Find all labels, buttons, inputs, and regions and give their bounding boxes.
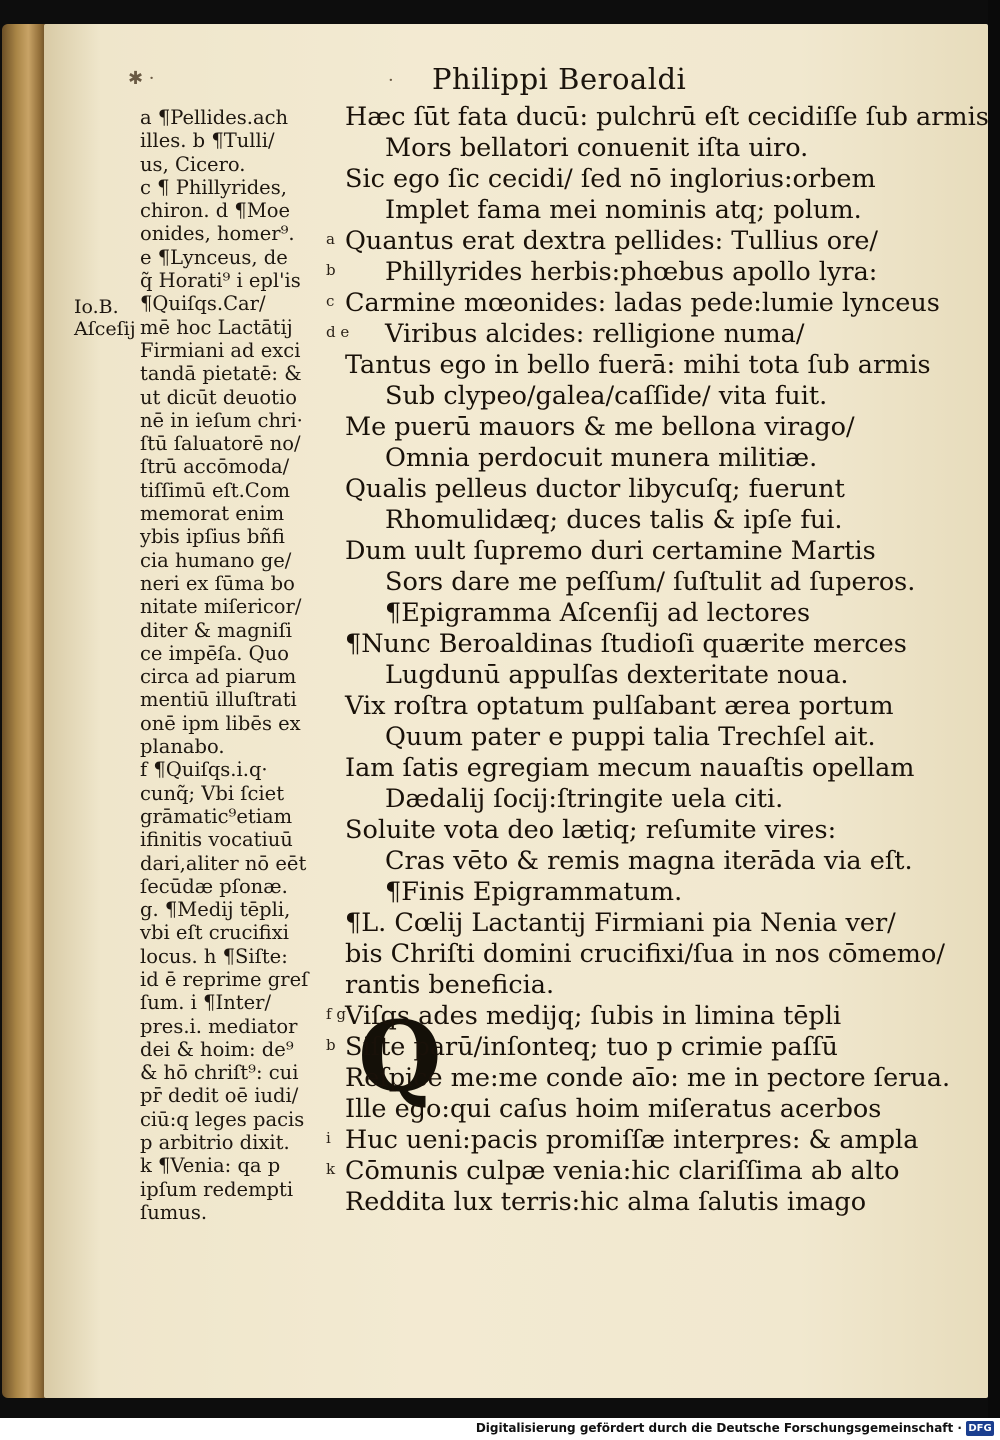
verse-line: Sors dare me peſſum/ ſuſtulit ad ſuperos. — [385, 567, 916, 597]
verse-line: Siſte parū/inſonteq; tuo p crimie paſſū — [345, 1032, 838, 1062]
verse-line: Ille ego:qui caſus hoim miſeratus acerbos — [345, 1094, 882, 1124]
verse-line: Rhomulidæq; duces talis & ipſe fui. — [385, 505, 843, 535]
reference-letter: b — [326, 1036, 336, 1054]
gloss-line: & hō chriſt⁹: cui — [140, 1061, 299, 1085]
marginal-author-line: Aſceſij — [74, 318, 136, 340]
commentary-gloss-column — [140, 106, 320, 1224]
gloss-line: cia humano ge/ — [140, 548, 292, 572]
gloss-line: onides, homer⁹. — [140, 222, 295, 246]
verse-line: Carmine mœonides: ladas pede:lumie lynceus — [345, 288, 940, 318]
gloss-line: e ¶Lynceus, de — [140, 245, 288, 269]
book-fore-edge — [2, 24, 50, 1398]
gloss-line: id ē reprime greſ — [140, 967, 309, 991]
gloss-line: illes. b ¶Tulli/ — [140, 129, 275, 153]
verse-line: Tantus ego in bello fuerā: mihi tota ſub armis — [345, 350, 931, 380]
verse-line: Mors bellatori conuenit iſta uiro. — [385, 133, 809, 163]
gloss-line: locus. h ¶Siſte: — [140, 944, 288, 968]
gloss-line: planabo. — [140, 735, 225, 759]
gloss-line: vbi eſt crucifixi — [140, 921, 289, 945]
verse-line: Me puerū mauors & me bellona virago/ — [345, 412, 855, 442]
gloss-line: tandā pietatē: & — [140, 362, 302, 386]
verse-line: Implet fama mei nominis atq; polum. — [385, 195, 862, 225]
gloss-line: mē hoc Lactātij — [140, 315, 293, 339]
gloss-line: memorat enim — [140, 502, 285, 526]
verse-line: Quum pater e puppi talia Trechſel ait. — [385, 722, 876, 752]
verse-line: Viſqs ades medijq; ſubis in limina tēpli — [345, 1001, 842, 1031]
gloss-line: pr̄ dedit oē iudi/ — [140, 1084, 299, 1108]
verse-line: ¶L. Cœlij Lactantij Firmiani pia Nenia ver/ — [345, 908, 896, 938]
gloss-line: nitate miſericor/ — [140, 595, 302, 619]
gloss-line: ſum. i ¶Inter/ — [140, 991, 272, 1015]
verse-line: Reſpice me:me conde aīo: me in pectore ſerua. — [345, 1063, 951, 1093]
verse-line: Hæc ſūt fata ducū: pulchrū eſt cecidiſſe ſub armis — [345, 102, 989, 132]
gloss-line: ¶Quiſqs.Car/ — [140, 292, 266, 316]
verse-line: Iam ſatis egregiam mecum nauaſtis opellam — [345, 753, 915, 783]
gloss-line: onē ipm libēs ex — [140, 711, 301, 735]
header-ornament-center: · — [388, 70, 394, 91]
gloss-line: chiron. d ¶Moe — [140, 199, 291, 223]
gloss-line: ſtrū accōmoda/ — [140, 455, 290, 479]
gloss-line: g. ¶Medij tēpli, — [140, 898, 291, 922]
reference-letter: c — [326, 292, 335, 310]
gloss-line: diter & magniſi — [140, 618, 293, 642]
gloss-line: k ¶Venia: qa p — [140, 1154, 281, 1178]
verse-line: Phillyrides herbis:phœbus apollo lyra: — [385, 257, 878, 287]
gloss-line: grāmatic⁹etiam — [140, 804, 293, 828]
verse-line: Sic ego ſic cecidi/ ſed nō inglorius:orbem — [345, 164, 876, 194]
verse-line: Qualis pelleus ductor libycuſq; fuerunt — [345, 474, 845, 504]
gloss-line: dari,aliter nō eēt — [140, 851, 307, 875]
gloss-line: ybis ipſius bñfi — [140, 525, 285, 549]
gloss-line: a ¶Pellides.ach — [140, 106, 289, 129]
gloss-line: tiſſimū eſt.Com — [140, 478, 290, 502]
gloss-line: ifinitis vocatiuū — [140, 828, 293, 852]
header-ornament-marks: ✱ · — [128, 68, 155, 89]
decorated-initial: Q — [358, 1000, 442, 1113]
gloss-line: ſecūdæ pſonæ. — [140, 874, 288, 898]
verse-line: Lugdunū appulſas dexteritate noua. — [385, 660, 849, 690]
reference-letter: b — [326, 261, 336, 279]
gloss-line: us, Cicero. — [140, 152, 246, 176]
verse-line: Soluite vota deo lætiq; reſumite vires: — [345, 815, 837, 845]
verse-line: Sub clypeo/galea/caſſide/ vita fuit. — [385, 381, 828, 411]
reference-letter: d e — [326, 323, 350, 341]
gloss-line: neri ex ſūma bo — [140, 571, 295, 595]
verse-line: bis Chriſti domini crucifixi/ſua in nos cōmemo/ — [345, 939, 945, 969]
gloss-line: p arbitrio dixit. — [140, 1131, 290, 1155]
verse-line: Reddita lux terris:hic alma ſalutis imago — [345, 1187, 867, 1217]
reference-letter: i — [326, 1129, 331, 1147]
verse-line: Quantus erat dextra pellides: Tullius ore/ — [345, 226, 879, 256]
gloss-line: cunq̃; Vbi ſciet — [140, 781, 285, 805]
reference-letter: f g — [326, 1005, 346, 1023]
gloss-line: ce impēſa. Quo — [140, 641, 289, 665]
gloss-line: circa ad piarum — [140, 665, 297, 689]
verse-line: rantis beneficia. — [345, 970, 555, 1000]
gloss-line: nē in ieſum chri· — [140, 408, 303, 432]
verse-line: Dum uult ſupremo duri certamine Martis — [345, 536, 876, 566]
running-head-title: Philippi Beroaldi — [432, 62, 687, 96]
gloss-line: dei & hoim: de⁹ — [140, 1037, 294, 1061]
verse-line: Huc ueni:pacis promiſſæ interpres: & ampla — [345, 1125, 919, 1155]
gloss-line: ipſum redempti — [140, 1177, 294, 1201]
reference-letter: k — [326, 1160, 336, 1178]
verse-line: Dædalij ſocij:ſtringite uela citi. — [385, 784, 784, 814]
verse-line: ¶Finis Epigrammatum. — [385, 877, 683, 907]
scan-right-border — [988, 0, 1000, 1418]
verse-line: Omnia perdocuit munera militiæ. — [385, 443, 818, 473]
marginal-author-note — [74, 296, 136, 340]
reference-letter: a — [326, 230, 335, 248]
verse-line: Cōmunis culpæ venia:hic clariſſima ab alto — [345, 1156, 900, 1186]
verse-line: Cras vēto & remis magna iterāda via eſt. — [385, 846, 913, 876]
gloss-line: Firmiani ad exci — [140, 338, 301, 362]
gloss-line: ut dicūt deuotio — [140, 385, 297, 409]
dfg-logo: DFG — [966, 1421, 994, 1436]
gloss-line: f ¶Quiſqs.i.q· — [140, 758, 268, 782]
gloss-line: q̃ Horati⁹ i epl'is — [140, 269, 301, 293]
verse-line: Viribus alcides: relligione numa/ — [385, 319, 805, 349]
verse-line: ¶Nunc Beroaldinas ſtudioſi quærite merces — [345, 629, 907, 659]
gloss-line: ſumus. — [140, 1200, 208, 1224]
gloss-line: mentiū illuſtrati — [140, 688, 297, 712]
verse-line: Vix roſtra optatum pulſabant ærea portum — [345, 691, 894, 721]
gloss-line: c ¶ Phillyrides, — [140, 175, 287, 199]
gloss-line: ciū:q leges pacis — [140, 1107, 305, 1131]
marginal-author-line: Io.B. — [74, 296, 119, 318]
funding-credit: Digitalisierung gefördert durch die Deutsche Forschungsgemeinschaft · — [475, 1421, 962, 1435]
verse-line: ¶Epigramma Aſcenſij ad lectores — [385, 598, 811, 628]
gloss-line: ſtū ſaluatorē no/ — [140, 432, 301, 456]
gloss-line: pres.i. mediator — [140, 1014, 298, 1038]
